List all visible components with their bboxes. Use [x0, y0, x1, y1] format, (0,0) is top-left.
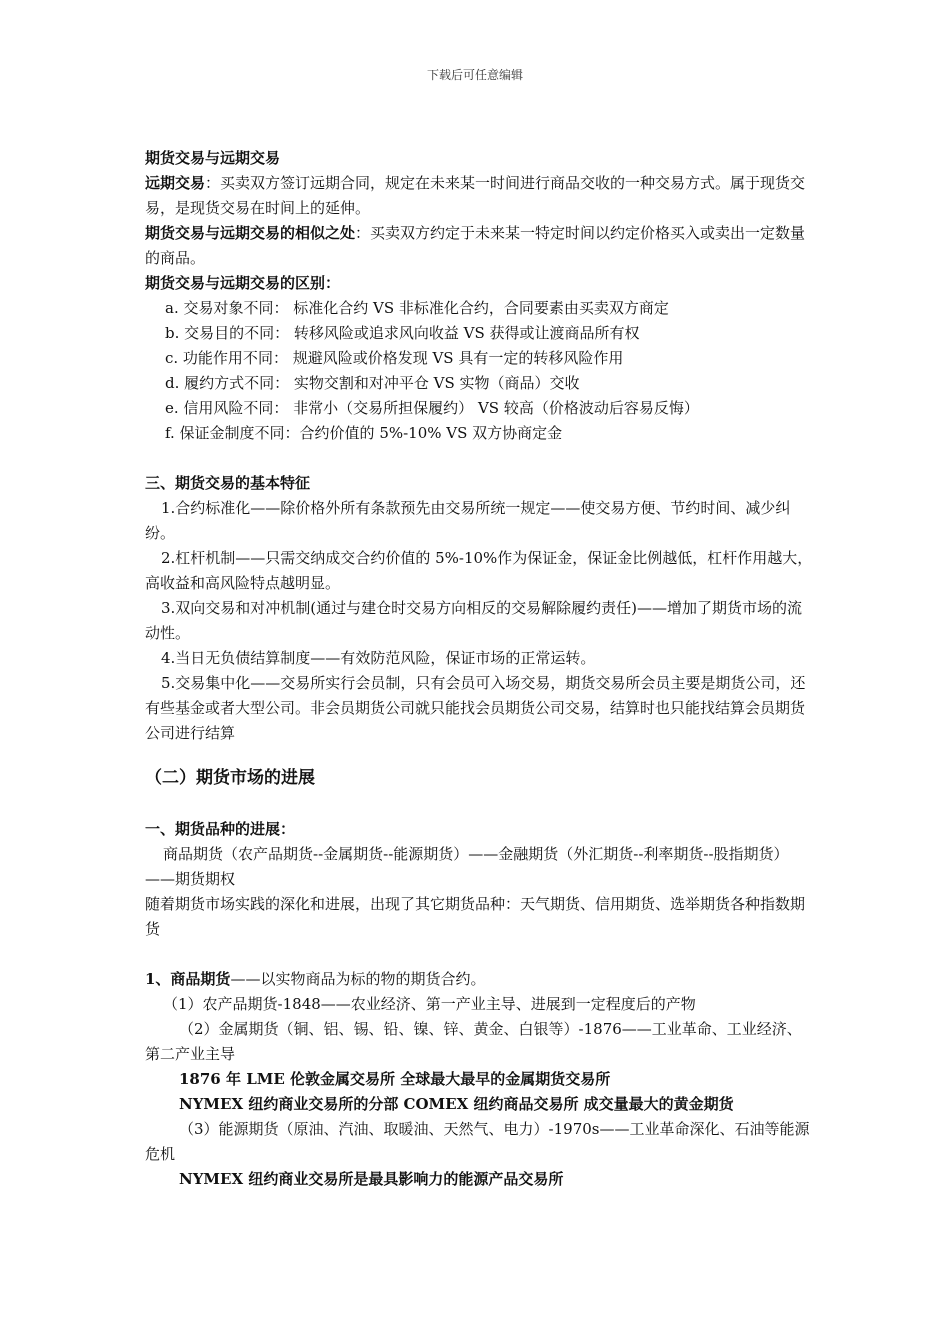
difference-item-b: b. 交易目的不同： 转移风险或追求风向收益 VS 获得或让渡商品所有权	[165, 324, 640, 342]
agricultural-futures-item: （1）农产品期货-1848——农业经济、第一产业主导、进展到一定程度后的产物	[163, 995, 696, 1013]
nymex-note: NYMEX 纽约商业交易所是最具影响力的能源产品交易所	[179, 1170, 564, 1188]
commodity-futures-paragraph	[145, 967, 815, 992]
subsection-title-varieties: 一、期货品种的进展：	[145, 820, 296, 838]
difference-item-a: a. 交易对象不同： 标准化合约 VS 非标准化合约，合同要素由买卖双方商定	[165, 299, 669, 317]
metal-futures-item: （2）金属期货（铜、铝、锡、铅、镍、锌、黄金、白银等）-1876——工业革命、工业经济、第二产业主导	[145, 1020, 802, 1063]
other-varieties-paragraph: 随着期货市场实践的深化和进展，出现了其它期货品种：天气期货、信用期货、选举期货各种指数期货	[145, 895, 806, 938]
commodity-futures-text: ——以实物商品为标的物的期货合约。	[230, 970, 486, 988]
forward-trading-text: ：买卖双方签订远期合同，规定在未来某一时间进行商品交收的一种交易方式。属于现货交易，是现货交易在时间上的延伸。	[145, 174, 806, 217]
feature-item-3: 3.双向交易和对冲机制(通过与建仓时交易方向相反的交易解除履约责任)——增加了期货市场的流动性。	[145, 599, 803, 642]
forward-trading-label: 远期交易	[145, 174, 206, 192]
feature-item-2: 2.杠杆机制——只需交纳成交合约价值的 5%-10%作为保证金，保证金比例越低，杠杆作用越大，高收益和高风险特点越明显。	[145, 549, 813, 592]
lme-note: 1876 年 LME 伦敦金属交易所 全球最大最早的金属期货交易所	[179, 1070, 611, 1088]
similarity-text: ：买卖双方约定于未来某一特定时间以约定价格买入或卖出一定数量的商品。	[145, 224, 806, 267]
forward-trading-paragraph	[145, 171, 815, 221]
difference-item-d: d. 履约方式不同： 实物交割和对冲平仓 VS 实物（商品）交收	[165, 374, 580, 392]
section-title-market-development: （二）期货市场的进展	[145, 768, 315, 788]
document-body	[145, 146, 815, 1192]
commodity-futures-label: 1、商品期货	[145, 970, 231, 988]
feature-item-4: 4.当日无负债结算制度——有效防范风险，保证市场的正常运转。	[161, 649, 596, 667]
comex-note: NYMEX 纽约商业交易所的分部 COMEX 纽约商品交易所 成交量最大的黄金期货	[179, 1095, 734, 1113]
header-note: 下载后可任意编辑	[426, 68, 523, 82]
difference-item-e: e. 信用风险不同： 非常小（交易所担保履约） VS 较高（价格波动后容易反悔）	[165, 399, 699, 417]
spacer	[145, 942, 815, 967]
energy-futures-item: （3）能源期货（原油、汽油、取暖油、天然气、电力）-1970s——工业革命深化、石油等能源危机	[145, 1120, 810, 1163]
spacer	[145, 446, 815, 471]
difference-item-c: c. 功能作用不同： 规避风险或价格发现 VS 具有一定的转移风险作用	[165, 349, 624, 367]
spacer	[145, 746, 815, 758]
similarity-paragraph	[145, 221, 815, 271]
varieties-evolution-paragraph: 商品期货（农产品期货--金属期货--能源期货）——金融期货（外汇期货--利率期货--股指期货）——期货期权	[145, 845, 789, 888]
differences-heading: 期货交易与远期交易的区别：	[145, 274, 341, 292]
section-title-futures-vs-forward: 期货交易与远期交易	[145, 149, 281, 167]
section-title-basic-features: 三、期货交易的基本特征	[145, 474, 311, 492]
spacer	[145, 792, 815, 817]
difference-item-f: f. 保证金制度不同：合约价值的 5%-10% VS 双方协商定金	[165, 424, 563, 442]
similarity-label: 期货交易与远期交易的相似之处	[145, 224, 356, 242]
feature-item-1: 1.合约标准化——除价格外所有条款预先由交易所统一规定——使交易方便、节约时间、减少纠纷。	[145, 499, 791, 542]
feature-item-5: 5.交易集中化——交易所实行会员制，只有会员可入场交易，期货交易所会员主要是期货公司，还有些基金或者大型公司。非会员期货公司就只能找会员期货公司交易，结算时也只能找结算会员期货公司进行结算	[145, 674, 806, 742]
